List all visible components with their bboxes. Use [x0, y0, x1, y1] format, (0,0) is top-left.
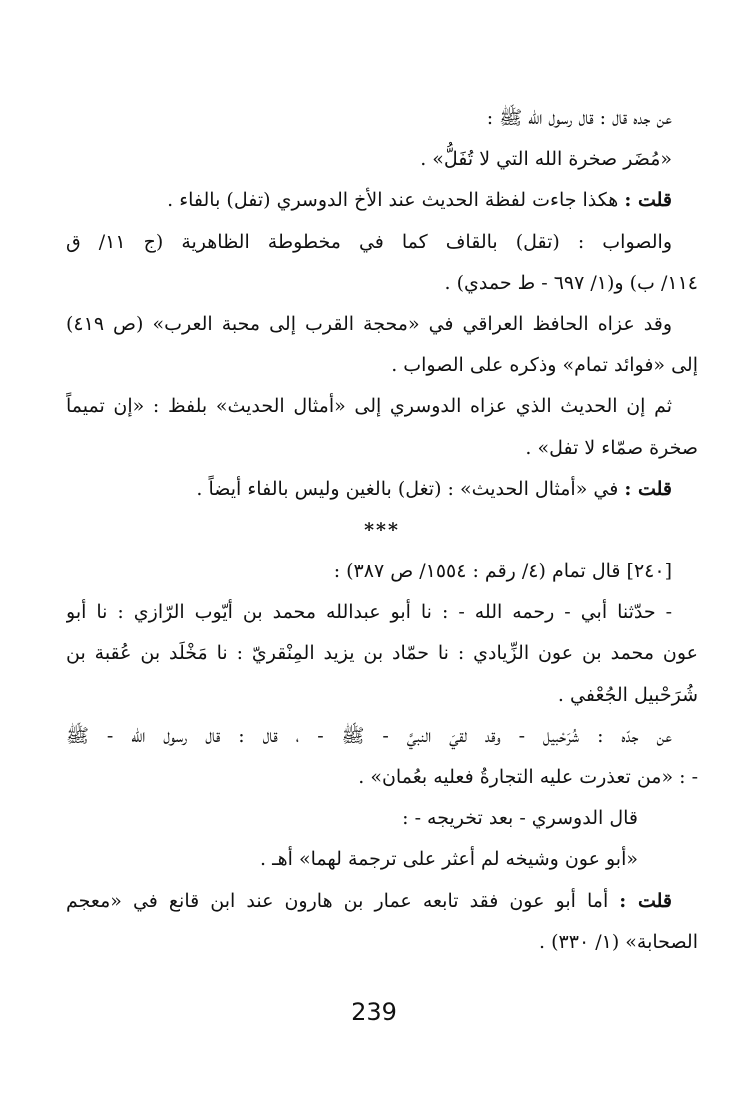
text-line — [66, 139, 698, 180]
line-text: [٢٤٠] قال تمام (٤/ رقم : ١٥٥٤/ ص ٣٨٧) : — [333, 560, 672, 583]
page-number: 239 — [351, 998, 397, 1026]
text-line — [66, 675, 698, 716]
text-line — [66, 304, 698, 345]
line-text: والصواب : (تقل) بالقاف كما في مخطوطة الظاهرية (ج ١١/ ق — [66, 230, 672, 253]
line-text: عن جدّه : شُرَحْبيل - وقد لقيَ النبيَّ - ﷺ - ، قال : قال رسول الله - ﷺ — [66, 724, 672, 747]
line-text: وقد عزاه الحافظ العراقي في «محجة القرب إلى محبة العرب» (ص ٤١٩) — [66, 312, 672, 335]
line-text: - : «من تعذرت عليه التجارةُ فعليه بعُمان» . — [358, 766, 698, 788]
line-text: شُرَحْبيل الجُعْفي . — [557, 683, 698, 706]
line-text: «مُضَر صخرة الله التي لا تُفَلُّ» . — [420, 148, 672, 171]
text-line — [66, 881, 698, 922]
line-text: عن جده قال : قال رسول الله ﷺ : — [486, 107, 672, 129]
text-line — [66, 757, 698, 798]
line-text: - حدّثنا أبي - رحمه الله - : نا أبو عبدالله محمد بن أيّوب الرّازي : نا أبو — [66, 601, 672, 624]
text-line — [66, 469, 698, 510]
text-line — [66, 798, 698, 839]
text-line — [66, 716, 698, 757]
line-text: ثم إن الحديث الذي عزاه الدوسري إلى «أمثال الحديث» بلفظ : «إن تميماً — [66, 395, 672, 418]
text-line — [66, 922, 698, 963]
text-line — [66, 263, 698, 304]
note-label: قلت : — [624, 477, 672, 500]
line-text: إلى «فوائد تمام» وذكره على الصواب . — [391, 354, 698, 377]
text-line — [66, 592, 698, 633]
line-text: قال الدوسري - بعد تخريجه - : — [402, 807, 638, 830]
line-text: عون محمد بن عون الزِّيادي : نا حمّاد بن يزيد المِنْقريّ : نا مَخْلَد بن عُقبة بن — [66, 642, 698, 665]
line-text: ١١٤/ ب) و(١/ ٦٩٧ - ط حمدي) . — [444, 271, 698, 294]
text-line — [66, 222, 698, 263]
text-line — [66, 98, 698, 139]
line-text: أما أبو عون فقد تابعه عمار بن هارون عند ابن قانع في «معجم — [66, 889, 609, 912]
text-line — [66, 386, 698, 427]
separator-text: *** — [364, 518, 400, 541]
text-line — [66, 180, 698, 221]
text-line — [66, 633, 698, 674]
text-line — [66, 428, 698, 469]
line-text: صخرة صمّاء لا تفل» . — [525, 436, 698, 459]
page-text — [66, 98, 698, 963]
line-text: «أبو عون وشيخه لم أعثر على ترجمة لهما» أهـ . — [259, 848, 638, 871]
note-label: قلت : — [619, 889, 672, 912]
note-label: قلت : — [624, 189, 672, 212]
separator-stars — [66, 510, 698, 551]
text-line — [66, 551, 698, 592]
line-text: الصحابة» (١/ ٣٣٠) . — [539, 930, 698, 953]
line-text: هكذا جاءت لفظة الحديث عند الأخ الدوسري (تفل) بالفاء . — [167, 189, 619, 212]
text-line — [66, 345, 698, 386]
text-line — [66, 839, 698, 880]
line-text: في «أمثال الحديث» : (تغل) بالغين وليس بالفاء أيضاً . — [196, 477, 619, 500]
